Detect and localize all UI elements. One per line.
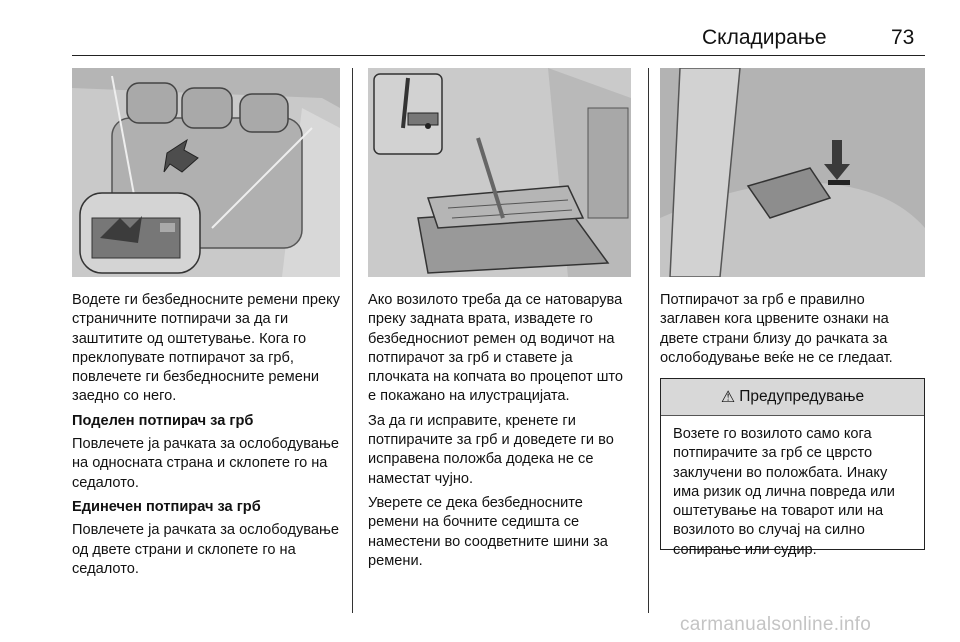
illustration-folded-backrest-belt-clip xyxy=(368,68,631,277)
column-2 xyxy=(368,291,634,576)
column-separator xyxy=(648,68,649,613)
loading-paragraph: Ако возилото треба да се натоварува преку задната врата, извадете го безбедносниот ремен од водичот на потпирачот за грб и ставете ја плочката на копчата во процепот што е покажано на илустрацијата. xyxy=(368,292,624,405)
single-backrest-heading: Единечен потпирач за грб xyxy=(72,498,261,515)
illustration-release-lever-marking xyxy=(660,68,925,277)
single-backrest-text: Повлечете ја рачката за ослободување од двете страни и склопете го на седалото. xyxy=(72,522,339,577)
locking-paragraph: Потпирачот за грб е правилно заглавен кога црвените ознаки на двете страни близу до рачката за ослободување веќе не се гледаат. xyxy=(660,292,893,366)
split-backrest-text: Повлечете ја рачката за ослободување на односната страна и склопете го на седалото. xyxy=(72,436,339,491)
intro-paragraph: Водете ги безбедносните ремени преку страничните потпирачи за да ги заштитите од оштетување. Кога го преклопувате потпирачот за грб, повлечете ги безбедносните ремени заедно со него. xyxy=(72,292,340,405)
column-1 xyxy=(72,291,344,584)
page-number: 73 xyxy=(891,26,915,49)
warning-triangle-icon: ⚠ xyxy=(720,389,736,406)
column-3 xyxy=(660,291,928,373)
warning-box xyxy=(660,378,925,558)
watermark: carmanualsonline.info xyxy=(680,614,872,635)
illustration-rear-seat-belt-guides xyxy=(72,68,340,277)
section-title: Складирање xyxy=(702,26,827,49)
page-header xyxy=(0,0,960,60)
split-backrest-heading: Поделен потпирач за грб xyxy=(72,412,254,429)
raising-paragraph: За да ги исправите, кренете ги потпирачите за грб и доведете ги во исправена положба додека не се наместат чујно. xyxy=(368,412,614,487)
column-separator xyxy=(352,68,353,613)
warning-title: Предупредување xyxy=(739,388,865,405)
warning-text: Возете го возилото само кога потпирачите за грб се цврсто заклучени во положбата. Инаку има ризик од лична повреда или оштетување на товарот или на возилото во случај на силно сопирање или судир. xyxy=(673,426,895,558)
warning-header xyxy=(661,379,924,416)
header-rule xyxy=(72,55,925,56)
belt-check-paragraph: Уверете се дека безбедносните ремени на бочните седишта се наместени во соодветните шини за ремени. xyxy=(368,494,608,569)
